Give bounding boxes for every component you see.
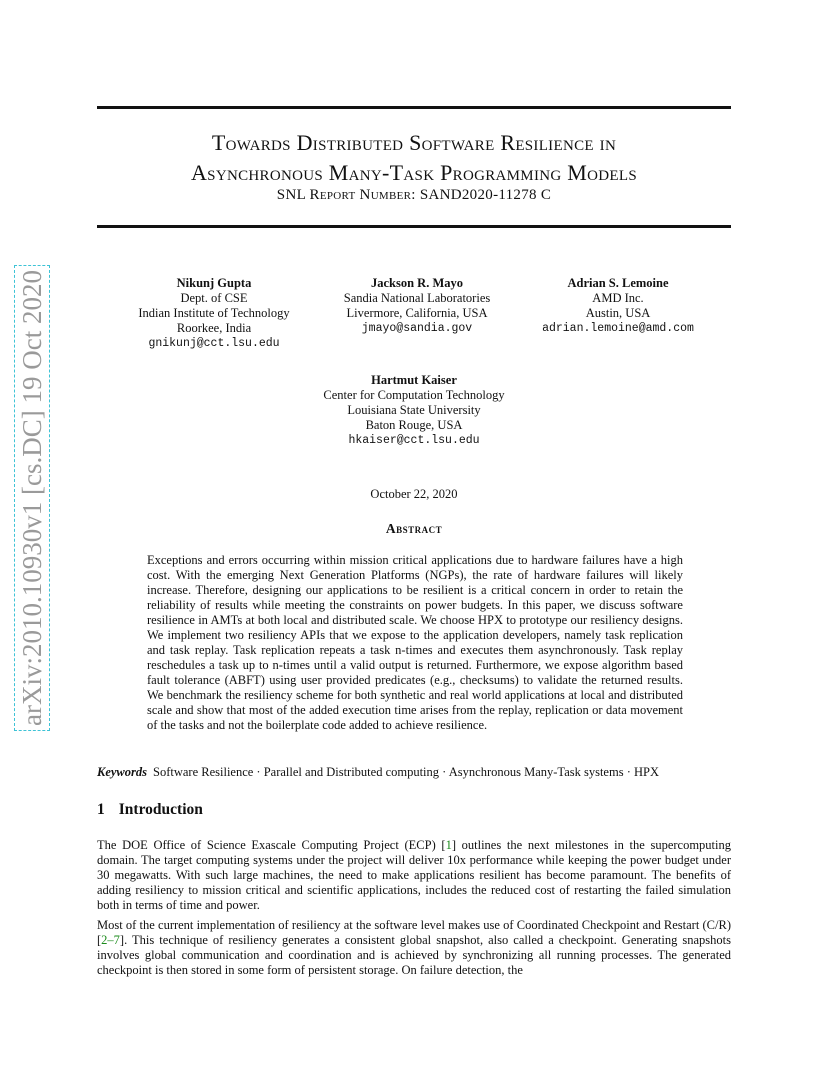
- author-name: Jackson R. Mayo: [370, 276, 464, 290]
- author-affiliation: Roorkee, India: [176, 321, 252, 335]
- paper-title: [97, 128, 731, 188]
- citation-link[interactable]: 2–7: [101, 933, 120, 947]
- author-affiliation: Indian Institute of Technology: [138, 306, 290, 320]
- author-affiliation: Center for Computation Technology: [323, 388, 505, 402]
- report-number: SAND2020-11278 C: [419, 187, 552, 203]
- title-bottom-rule: [97, 225, 731, 228]
- report-label: SNL Report Number:: [276, 187, 416, 203]
- keywords-line: [97, 765, 731, 780]
- author-block-4: [294, 373, 534, 448]
- keywords-label: Keywords: [97, 765, 147, 779]
- author-affiliation: Dept. of CSE: [180, 291, 248, 305]
- title-line-1: Towards Distributed Software Resilience in: [211, 130, 617, 155]
- paragraph-text: ] outlines the next milestones in the supercomputing domain. The target computing systems under the project will deliver 10x performance while keeping the power budget under 30 megawatts. With such large machines, the need to make applications resilient has become paramount. The benefits of adding resiliency to mission critical and scientific applications, includes the reduced cost of restarting the failed simulation both in terms of time and power.: [97, 838, 731, 912]
- report-number-line: [97, 187, 731, 204]
- paragraph-text: ]. This technique of resiliency generates a consistent global snapshot, also called a checkpoint. Generating snapshots involves global communication and coordination and is achieved by synchronizing all running processes. The generated checkpoint is then stored in some form of persistent storage. On failure detection, the: [97, 933, 731, 977]
- abstract-heading: Abstract: [385, 521, 443, 536]
- author-name: Adrian S. Lemoine: [567, 276, 669, 290]
- paper-date: October 22, 2020: [370, 487, 458, 501]
- abstract-text: Exceptions and errors occurring within mission critical applications due to hardware failures have a high cost. With the emerging Next Generation Platforms (NGPs), the rate of hardware failures will likely increase. Therefore, designing our applications to be resilient is a critical concern in order to retain the reliability of results while meeting the constraints on power budgets. In this paper, we discuss software resilience in AMTs at both local and distributed scale. We choose HPX to prototype our resiliency designs. We implement two resiliency APIs that we expose to the application developers, namely task replication and task replay. Task replication repeats a task n-times and executes them asynchronously. Task replay reschedules a task up to n-times until a valid output is returned. Furthermore, we expose algorithm based fault tolerance (ABFT) using user provided predicates (e.g., checksums) to validate the returned results. We benchmark the resiliency scheme for both synthetic and real world applications at local and distributed scale and show that most of the added execution time arises from the replay, replication or data movement of the tasks and not the boilerplate code added to achieve resilience.: [147, 553, 683, 732]
- author-block-1: [114, 276, 314, 351]
- author-affiliation: Austin, USA: [585, 306, 651, 320]
- paragraph-text: Most of the current implementation of resiliency at the software level makes use of Coordinated Checkpoint and Restart (C/R) [: [97, 918, 731, 947]
- section-title: Introduction: [118, 801, 203, 818]
- author-affiliation: Baton Rouge, USA: [365, 418, 463, 432]
- arxiv-identifier: arXiv:2010.10930v1 [cs.DC] 19 Oct 2020: [14, 265, 50, 731]
- author-block-3: [518, 276, 718, 336]
- author-affiliation: Louisiana State University: [347, 403, 481, 417]
- section-heading-introduction: [97, 801, 203, 819]
- author-email[interactable]: adrian.lemoine@amd.com: [542, 322, 694, 335]
- author-affiliation: Sandia National Laboratories: [343, 291, 491, 305]
- author-email[interactable]: hkaiser@cct.lsu.edu: [348, 434, 480, 447]
- intro-paragraph-2: [97, 918, 731, 978]
- author-email[interactable]: jmayo@sandia.gov: [361, 322, 473, 335]
- citation-link[interactable]: 1: [445, 838, 452, 852]
- author-affiliation: AMD Inc.: [592, 291, 644, 305]
- arxiv-sidebar: [10, 258, 54, 738]
- author-email[interactable]: gnikunj@cct.lsu.edu: [148, 337, 280, 350]
- author-affiliation: Livermore, California, USA: [346, 306, 488, 320]
- intro-paragraph-1: [97, 838, 731, 913]
- author-name: Nikunj Gupta: [176, 276, 252, 290]
- author-block-2: [317, 276, 517, 336]
- keywords-text: Software Resilience · Parallel and Distributed computing · Asynchronous Many-Task systems · HPX: [153, 765, 659, 779]
- title-top-rule: [97, 106, 731, 109]
- author-name: Hartmut Kaiser: [371, 373, 457, 387]
- title-line-2: Asynchronous Many-Task Programming Models: [190, 160, 637, 185]
- section-number: 1: [97, 801, 105, 818]
- paragraph-text: The DOE Office of Science Exascale Computing Project (ECP) [: [97, 838, 446, 852]
